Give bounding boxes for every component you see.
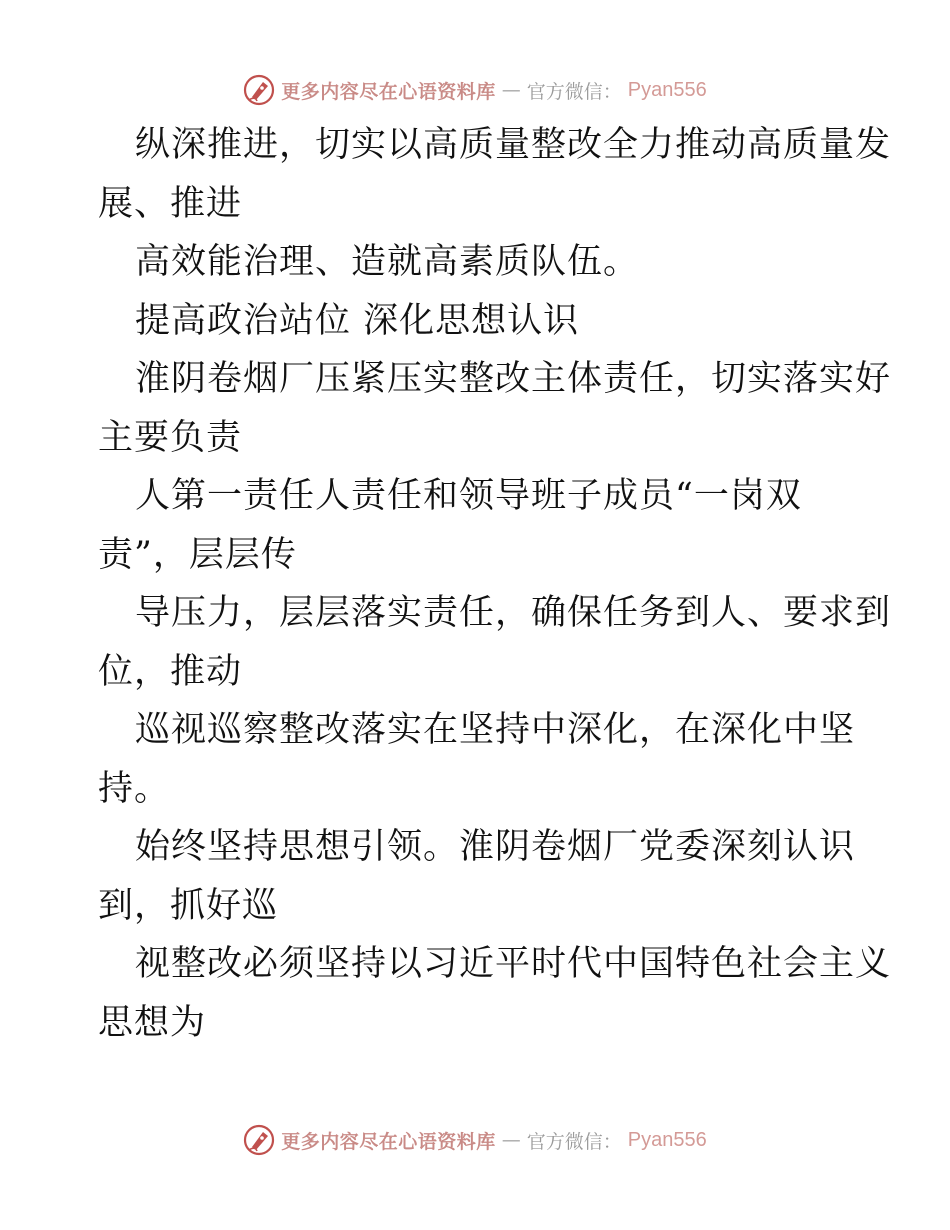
text-line: 视整改必须坚持以习近平时代中国特色社会主义	[135, 944, 892, 984]
header-watermark	[0, 70, 950, 110]
section-heading: 提高政治站位 深化思想认识	[135, 300, 580, 341]
text-line: 主要负责	[98, 417, 243, 458]
text-line: 始终坚持思想引领。淮阴卷烟厂党委深刻认识	[135, 827, 856, 867]
text-line: 思想为	[98, 1002, 207, 1043]
document-body	[98, 116, 892, 1052]
text-line: 到，抓好巡	[98, 885, 279, 926]
text-line: 巡视巡察整改落实在坚持中深化，在深化中坚	[135, 710, 856, 750]
text-line: 位，推动	[98, 651, 243, 692]
watermark-wechat-id: Pyan556	[627, 1128, 707, 1151]
watermark-text: 更多内容尽在心语资料库	[281, 80, 496, 103]
text-line: 人第一责任人责任和领导班子成员“一岗双	[135, 476, 802, 516]
text-line: 纵深推进，切实以高质量整改全力推动高质量发	[135, 125, 892, 165]
watermark-dash: —	[501, 1129, 521, 1151]
watermark-dash: —	[501, 79, 521, 101]
footer-watermark	[0, 1120, 950, 1160]
pen-nib-logo-icon	[243, 1124, 275, 1156]
text-line: 导压力，层层落实责任，确保任务到人、要求到	[135, 593, 892, 633]
watermark-wechat-label: 官方微信：	[526, 1130, 622, 1153]
pen-nib-logo-icon	[243, 74, 275, 106]
text-line: 责”，层层传	[98, 534, 297, 575]
text-line: 高效能治理、造就高素质队伍。	[135, 242, 640, 282]
text-line: 展、推进	[98, 183, 243, 224]
watermark-wechat-label: 官方微信：	[526, 80, 622, 103]
text-line: 淮阴卷烟厂压紧压实整改主体责任，切实落实好	[135, 359, 892, 399]
watermark-wechat-id: Pyan556	[627, 78, 707, 101]
text-line: 持。	[98, 768, 171, 809]
watermark-text: 更多内容尽在心语资料库	[281, 1130, 496, 1153]
